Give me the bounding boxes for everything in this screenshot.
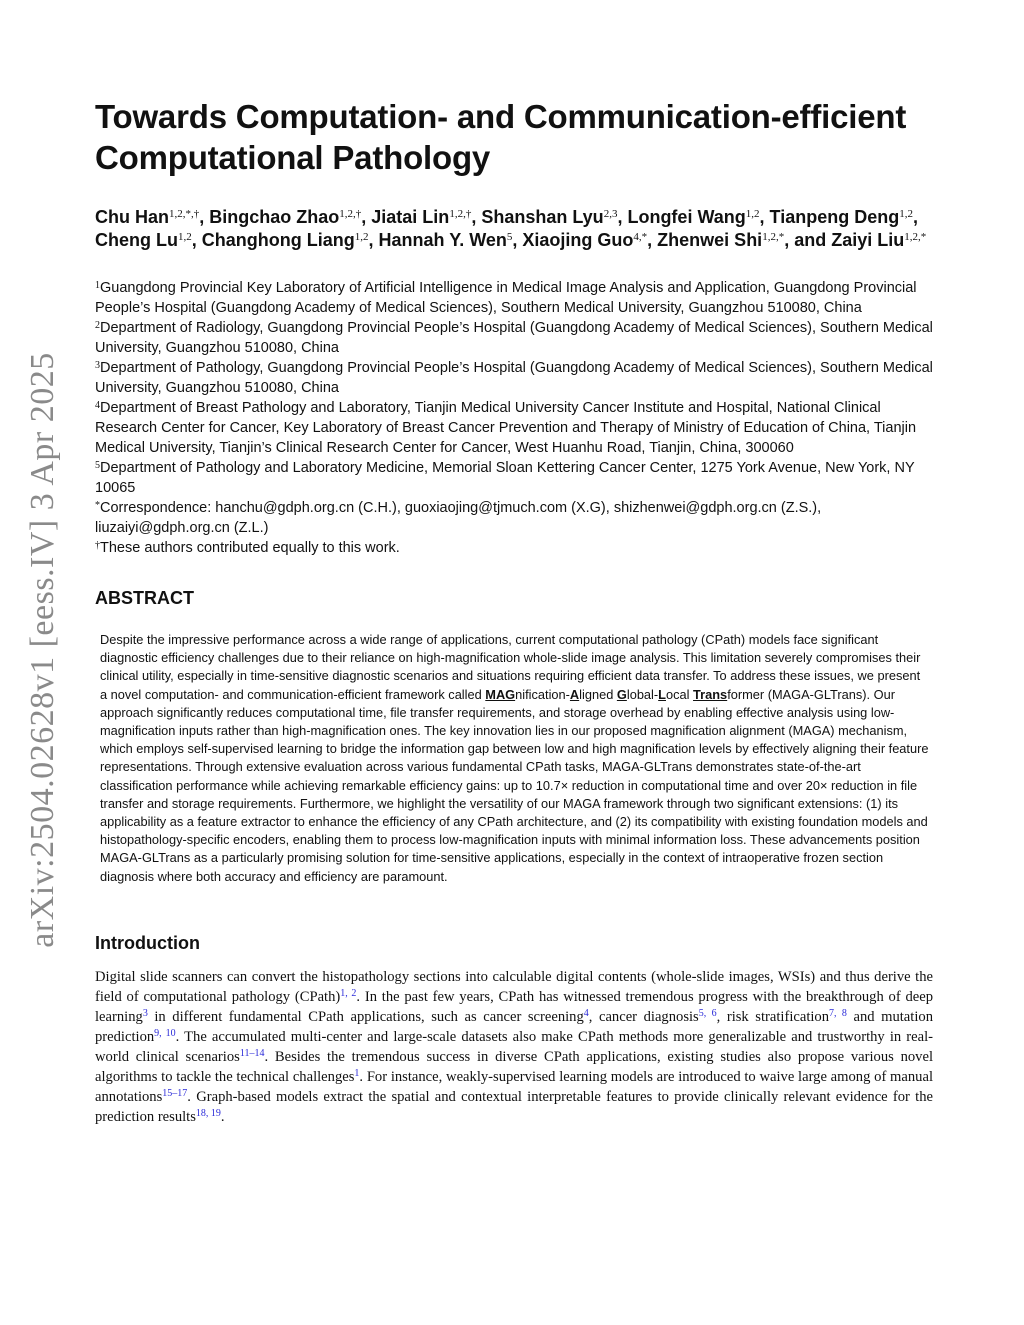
author-separator: , (647, 230, 658, 250)
affiliation-item (95, 358, 935, 398)
intro-text: Digital slide scanners can convert the histopathology sections into calculable digital contents (whole-slide images, WSIs) and thus derive the field of computational pathology (CPath) (95, 968, 933, 1005)
affiliation-list (95, 278, 935, 558)
affiliation-item (95, 498, 935, 538)
affiliation-mark: 4 (95, 400, 100, 411)
citation-link[interactable]: 11–14 (239, 1047, 265, 1059)
intro-text: . Besides the tremendous success in diverse CPath applications, existing studies also propose various novel algorithms to tackle the technical challenges (95, 1048, 933, 1085)
author-affiliation-mark: 1,2 (745, 208, 760, 220)
intro-text: in different fundamental CPath applications, such as cancer screening (147, 1008, 584, 1025)
citation-link[interactable]: 7, 8 (829, 1007, 847, 1019)
author-separator: , (361, 207, 372, 227)
intro-text: . (220, 1108, 225, 1125)
author-affiliation-mark: 2,3 (603, 208, 618, 220)
intro-text: and mutation prediction (95, 1008, 933, 1045)
framework-name-text: lobal- (626, 686, 659, 702)
affiliation-text: Department of Pathology and Laboratory Medicine, Memorial Sloan Kettering Cancer Center, 1275 York Avenue, New York, NY 10065 (95, 460, 915, 496)
affiliation-item (95, 278, 935, 318)
citation-link[interactable]: 3 (142, 1007, 148, 1019)
affiliation-text: Department of Radiology, Guangdong Provincial People’s Hospital (Guangdong Academy of Medical Sciences), Southern Medical University, Guangzhou 510080, China (95, 320, 933, 356)
affiliation-item (95, 538, 935, 558)
affiliation-mark: * (95, 500, 100, 511)
author-affiliation-mark: 1,2,* (904, 231, 927, 243)
author-name: Changhong Liang (201, 230, 355, 250)
author-name: Xiaojing Guo (522, 230, 634, 250)
intro-text: , cancer diagnosis (588, 1008, 699, 1025)
author-separator: , (512, 230, 523, 250)
affiliation-mark: 2 (95, 320, 100, 331)
title-line-2: Computational Pathology (95, 139, 491, 176)
author-separator: , (368, 230, 379, 250)
affiliation-mark: 1 (95, 280, 100, 291)
abstract-body (100, 631, 930, 886)
paper-title (95, 96, 935, 178)
author-name: Shanshan Lyu (481, 207, 604, 227)
abstract-heading: ABSTRACT (95, 588, 194, 608)
framework-name (485, 687, 870, 702)
intro-text: . In the past few years, CPath has witnessed tremendous progress with the breakthrough of deep learning (95, 988, 934, 1025)
affiliation-mark: 3 (95, 360, 100, 371)
framework-name-text: ligned (579, 686, 617, 702)
author-name: Bingchao Zhao (209, 207, 340, 227)
affiliation-text: Department of Pathology, Guangdong Provincial People’s Hospital (Guangdong Academy of Medical Sciences), Southern Medical University, Guangzhou 510080, China (95, 360, 933, 396)
abstract-part-2: Our approach significantly reduces computational time, file transfer requirements, and storage overhead by enabling effective analysis using low-magnification inputs rather than high-magnification ones. The key innovation lies in our proposed magnification alignment (MAGA) mechanism, which employs self-supervised learning to bridge the information gap between low and high magnification levels by effectively aligning their feature representations. Through extensive evaluation across various fundamental CPath tasks, MAGA-GLTrans demonstrates state-of-the-art classification performance while achieving remarkable efficiency gains: up to 10.7× reduction in computational time and over 20× reduction in file transfer and storage requirements. Furthermore, we highlight the versatility of our MAGA framework through two significant extensions: (1) its applicability as a feature extractor to enhance the efficiency of any CPath architecture, and (2) its compatibility with existing foundation models and histopathology-specific encoders, enabling them to process low-magnification inputs with minimal information loss. These advancements position MAGA-GLTrans as a particularly promising solution for time-sensitive applications, especially in the context of intraoperative frozen section diagnosis where both accuracy and efficiency are paramount. (100, 686, 929, 884)
author-name: Zaiyi Liu (831, 230, 905, 250)
abstract-part-1: Despite the impressive performance across a wide range of applications, current computational pathology (CPath) models face significant diagnostic efficiency challenges due to their reliance on high-magnification whole-slide image analysis. This limitation severely compromises their clinical utility, especially in time-sensitive diagnostic scenarios and situations requiring efficient data transfer. To address these issues, we present a novel computation- and communication-efficient framework called (100, 632, 921, 702)
author-name: Cheng Lu (95, 230, 178, 250)
author-name: Hannah Y. Wen (378, 230, 507, 250)
citation-link[interactable]: 1, 2 (340, 987, 357, 999)
author-affiliation-mark: 4,* (633, 231, 648, 243)
affiliation-text: Department of Breast Pathology and Laboratory, Tianjin Medical University Cancer Institute and Hospital, National Clinical Research Center for Cancer, Key Laboratory of Breast Cancer Prevention and Therapy of Ministry of Education of China, Tianjin Medical University, Tianjin’s Clinical Research Center for Cancer, West Huanhu Road, Tianjin, China, 300060 (95, 400, 917, 456)
citation-link[interactable]: 5, 6 (698, 1007, 717, 1019)
affiliation-item (95, 318, 935, 358)
framework-name-acronym: A (569, 686, 580, 702)
author-separator: , (912, 207, 918, 227)
paper-content (95, 96, 935, 1127)
introduction-heading: Introduction (95, 932, 200, 953)
author-separator: , (617, 207, 628, 227)
author-name: Jiatai Lin (371, 207, 450, 227)
framework-name-acronym: L (658, 686, 666, 702)
citation-link[interactable]: 18, 19 (195, 1107, 221, 1119)
framework-name-acronym: Trans (693, 686, 728, 702)
author-affiliation-mark: 1,2 (899, 208, 913, 220)
arxiv-identifier: arXiv:2504.02628v1 [eess.IV] 3 Apr 2025 (24, 352, 61, 948)
affiliation-text: Guangdong Provincial Key Laboratory of Artificial Intelligence in Medical Image Analysis and Application, Guangdong Provincial People’s Hospital (Guangdong Academy of Medical Sciences), Southern Medical University, Guangzhou 510080, China (95, 280, 917, 316)
author-affiliation-mark: 1,2 (354, 231, 369, 243)
citation-link[interactable]: 9, 10 (154, 1027, 176, 1039)
author-separator: , (759, 207, 770, 227)
intro-text: . The accumulated multi-center and large-scale datasets also make CPath methods more generalizable and trustworthy in real-world clinical scenarios (95, 1028, 933, 1065)
author-separator: , (199, 207, 210, 227)
author-affiliation-mark: 1,2,*,† (169, 208, 200, 220)
title-line-1: Towards Computation- and Communication-efficient (95, 98, 907, 135)
author-affiliation-mark: 5 (506, 231, 513, 243)
framework-name-text: former (MAGA-GLTrans). (727, 686, 871, 702)
author-affiliation-mark: 1,2,* (762, 231, 785, 243)
author-separator: , and (784, 230, 832, 250)
author-affiliation-mark: 1,2,† (339, 208, 362, 220)
author-name: Zhenwei Shi (657, 230, 763, 250)
affiliation-mark: † (95, 540, 100, 551)
affiliation-mark: 5 (95, 460, 100, 471)
arxiv-sidebar (16, 340, 70, 960)
citation-link[interactable]: 4 (583, 1007, 589, 1019)
intro-text: . Graph-based models extract the spatial and contextual interpretable features to provide clinically relevant evidence for the prediction results (95, 1088, 933, 1125)
introduction-body (95, 967, 933, 1127)
author-name: Chu Han (95, 207, 169, 227)
author-affiliation-mark: 1,2,† (449, 208, 472, 220)
author-affiliation-mark: 1,2 (178, 231, 192, 243)
author-list (95, 206, 935, 252)
affiliation-item (95, 398, 935, 458)
author-separator: , (471, 207, 482, 227)
affiliation-text: These authors contributed equally to this work. (100, 540, 400, 556)
framework-name-text: ocal (666, 686, 694, 702)
affiliation-item (95, 458, 935, 498)
framework-name-acronym: G (616, 686, 627, 702)
citation-link[interactable]: 15–17 (162, 1087, 188, 1099)
author-name: Tianpeng Deng (769, 207, 900, 227)
framework-name-text: nification- (515, 686, 570, 702)
intro-text: . For instance, weakly-supervised learning models are introduced to waive large among of manual annotations (95, 1068, 933, 1105)
author-name: Longfei Wang (627, 207, 746, 227)
author-separator: , (191, 230, 202, 250)
framework-name-acronym: MAG (485, 686, 516, 702)
intro-text: , risk stratification (716, 1008, 830, 1025)
affiliation-text: Correspondence: hanchu@gdph.org.cn (C.H.), guoxiaojing@tjmuch.com (X.G), shizhenwei@gdph.org.cn (Z.S.), liuzaiyi@gdph.org.cn (Z.L.) (95, 500, 822, 536)
citation-link[interactable]: 1 (354, 1067, 360, 1079)
